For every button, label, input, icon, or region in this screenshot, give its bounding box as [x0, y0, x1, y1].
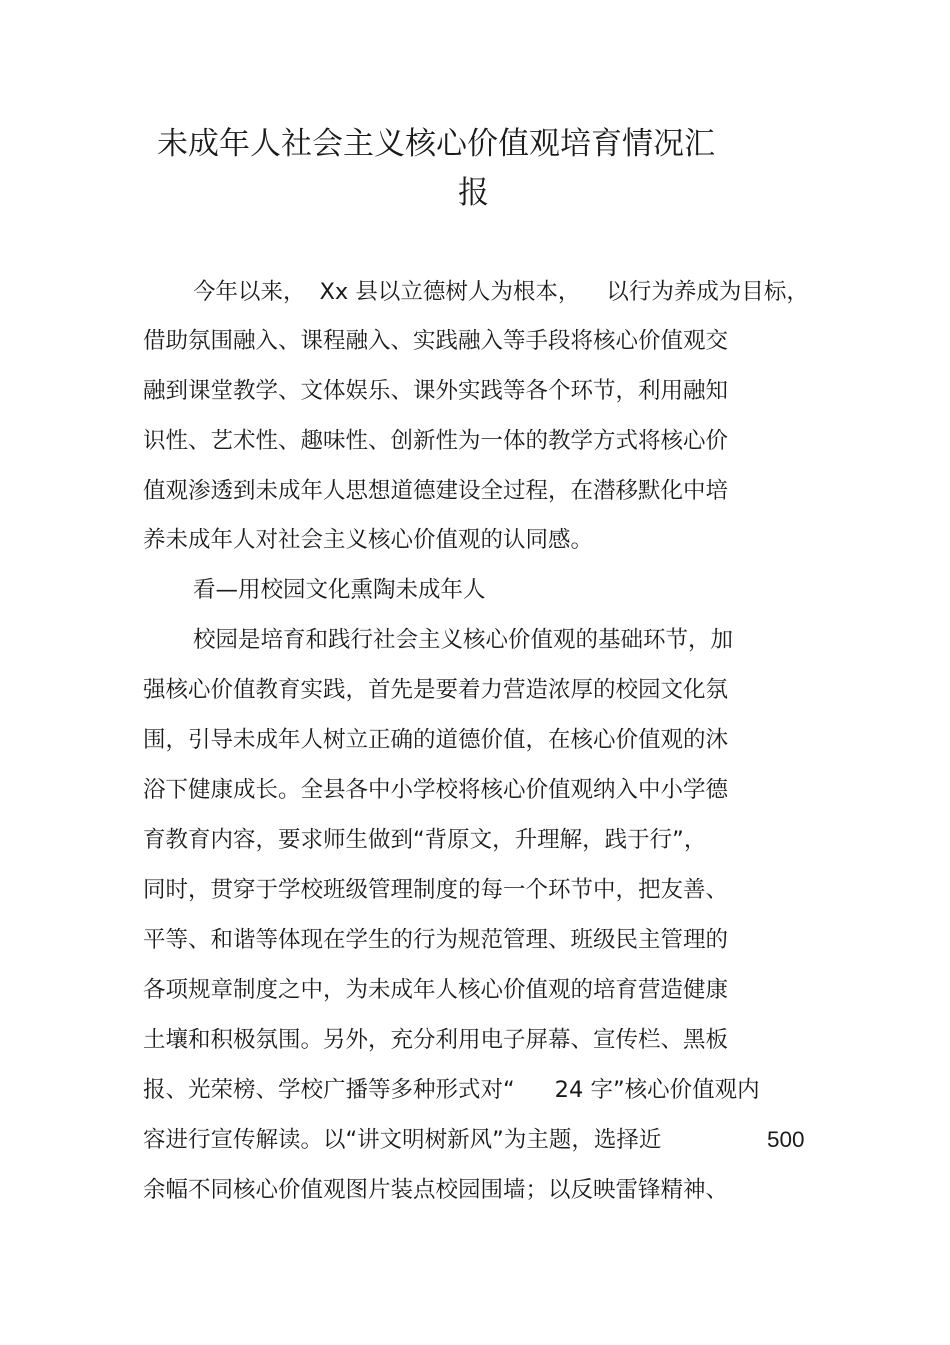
paragraph-2-line-4: 浴下健康成长。全县各中小学校将核心价值观纳入中小学德	[143, 777, 729, 803]
paragraph-2-line-5: 育教育内容，要求师生做到“背原文，升理解，践于行”，	[143, 827, 707, 853]
paragraph-2-line-10-part-b: 24 字”核心价值观内	[554, 1077, 760, 1103]
paragraph-1-line-6: 养未成年人对社会主义核心价值观的认同感。	[143, 527, 594, 553]
section-heading: 看—用校园文化熏陶未成年人	[193, 577, 486, 603]
paragraph-1-line-4: 识性、艺术性、趣味性、创新性为一体的教学方式将核心价	[143, 428, 729, 454]
document-title-line-2: 报	[458, 175, 489, 211]
paragraph-2-line-11-number: 500	[767, 1127, 805, 1152]
paragraph-2-line-7: 平等、和谐等体现在学生的行为规范管理、班级民主管理的	[143, 927, 729, 953]
paragraph-1-line-1-part-a: 今年以来，	[193, 279, 306, 305]
paragraph-1-line-1	[193, 277, 809, 307]
paragraph-1-line-5: 值观渗透到未成年人思想道德建设全过程，在潜移默化中培	[143, 478, 729, 504]
paragraph-1-line-1-part-c: 以行为养成为目标，	[606, 279, 809, 305]
paragraph-2-line-10	[143, 1075, 760, 1105]
paragraph-2-line-10-part-a: 报、光荣榜、学校广播等多种形式对“	[143, 1077, 515, 1103]
paragraph-2-line-3: 围，引导未成年人树立正确的道德价值，在核心价值观的沐	[143, 727, 729, 753]
paragraph-1-line-3: 融到课堂教学、文体娱乐、课外实践等各个环节，利用融知	[143, 378, 729, 404]
paragraph-2-line-8: 各项规章制度之中，为未成年人核心价值观的培育营造健康	[143, 977, 729, 1003]
paragraph-2-line-6: 同时，贯穿于学校班级管理制度的每一个环节中，把友善、	[143, 877, 729, 903]
paragraph-2-line-2: 强核心价值教育实践，首先是要着力营造浓厚的校园文化氛	[143, 677, 729, 703]
paragraph-1-line-1-part-b: Xx 县以立德树人为根本，	[319, 279, 581, 305]
paragraph-2-line-11: 容进行宣传解读。以“讲文明树新风”为主题，选择近	[143, 1127, 662, 1153]
paragraph-2-line-1: 校园是培育和践行社会主义核心价值观的基础环节，加	[193, 627, 734, 653]
document-title-line-1: 未成年人社会主义核心价值观培育情况汇	[157, 126, 715, 162]
paragraph-2-line-9: 土壤和积极氛围。另外，充分利用电子屏幕、宣传栏、黑板	[143, 1027, 729, 1053]
paragraph-2-line-12: 余幅不同核心价值观图片装点校园围墙；以反映雷锋精神、	[143, 1177, 729, 1203]
paragraph-1-line-2: 借助氛围融入、课程融入、实践融入等手段将核心价值观交	[143, 328, 729, 354]
